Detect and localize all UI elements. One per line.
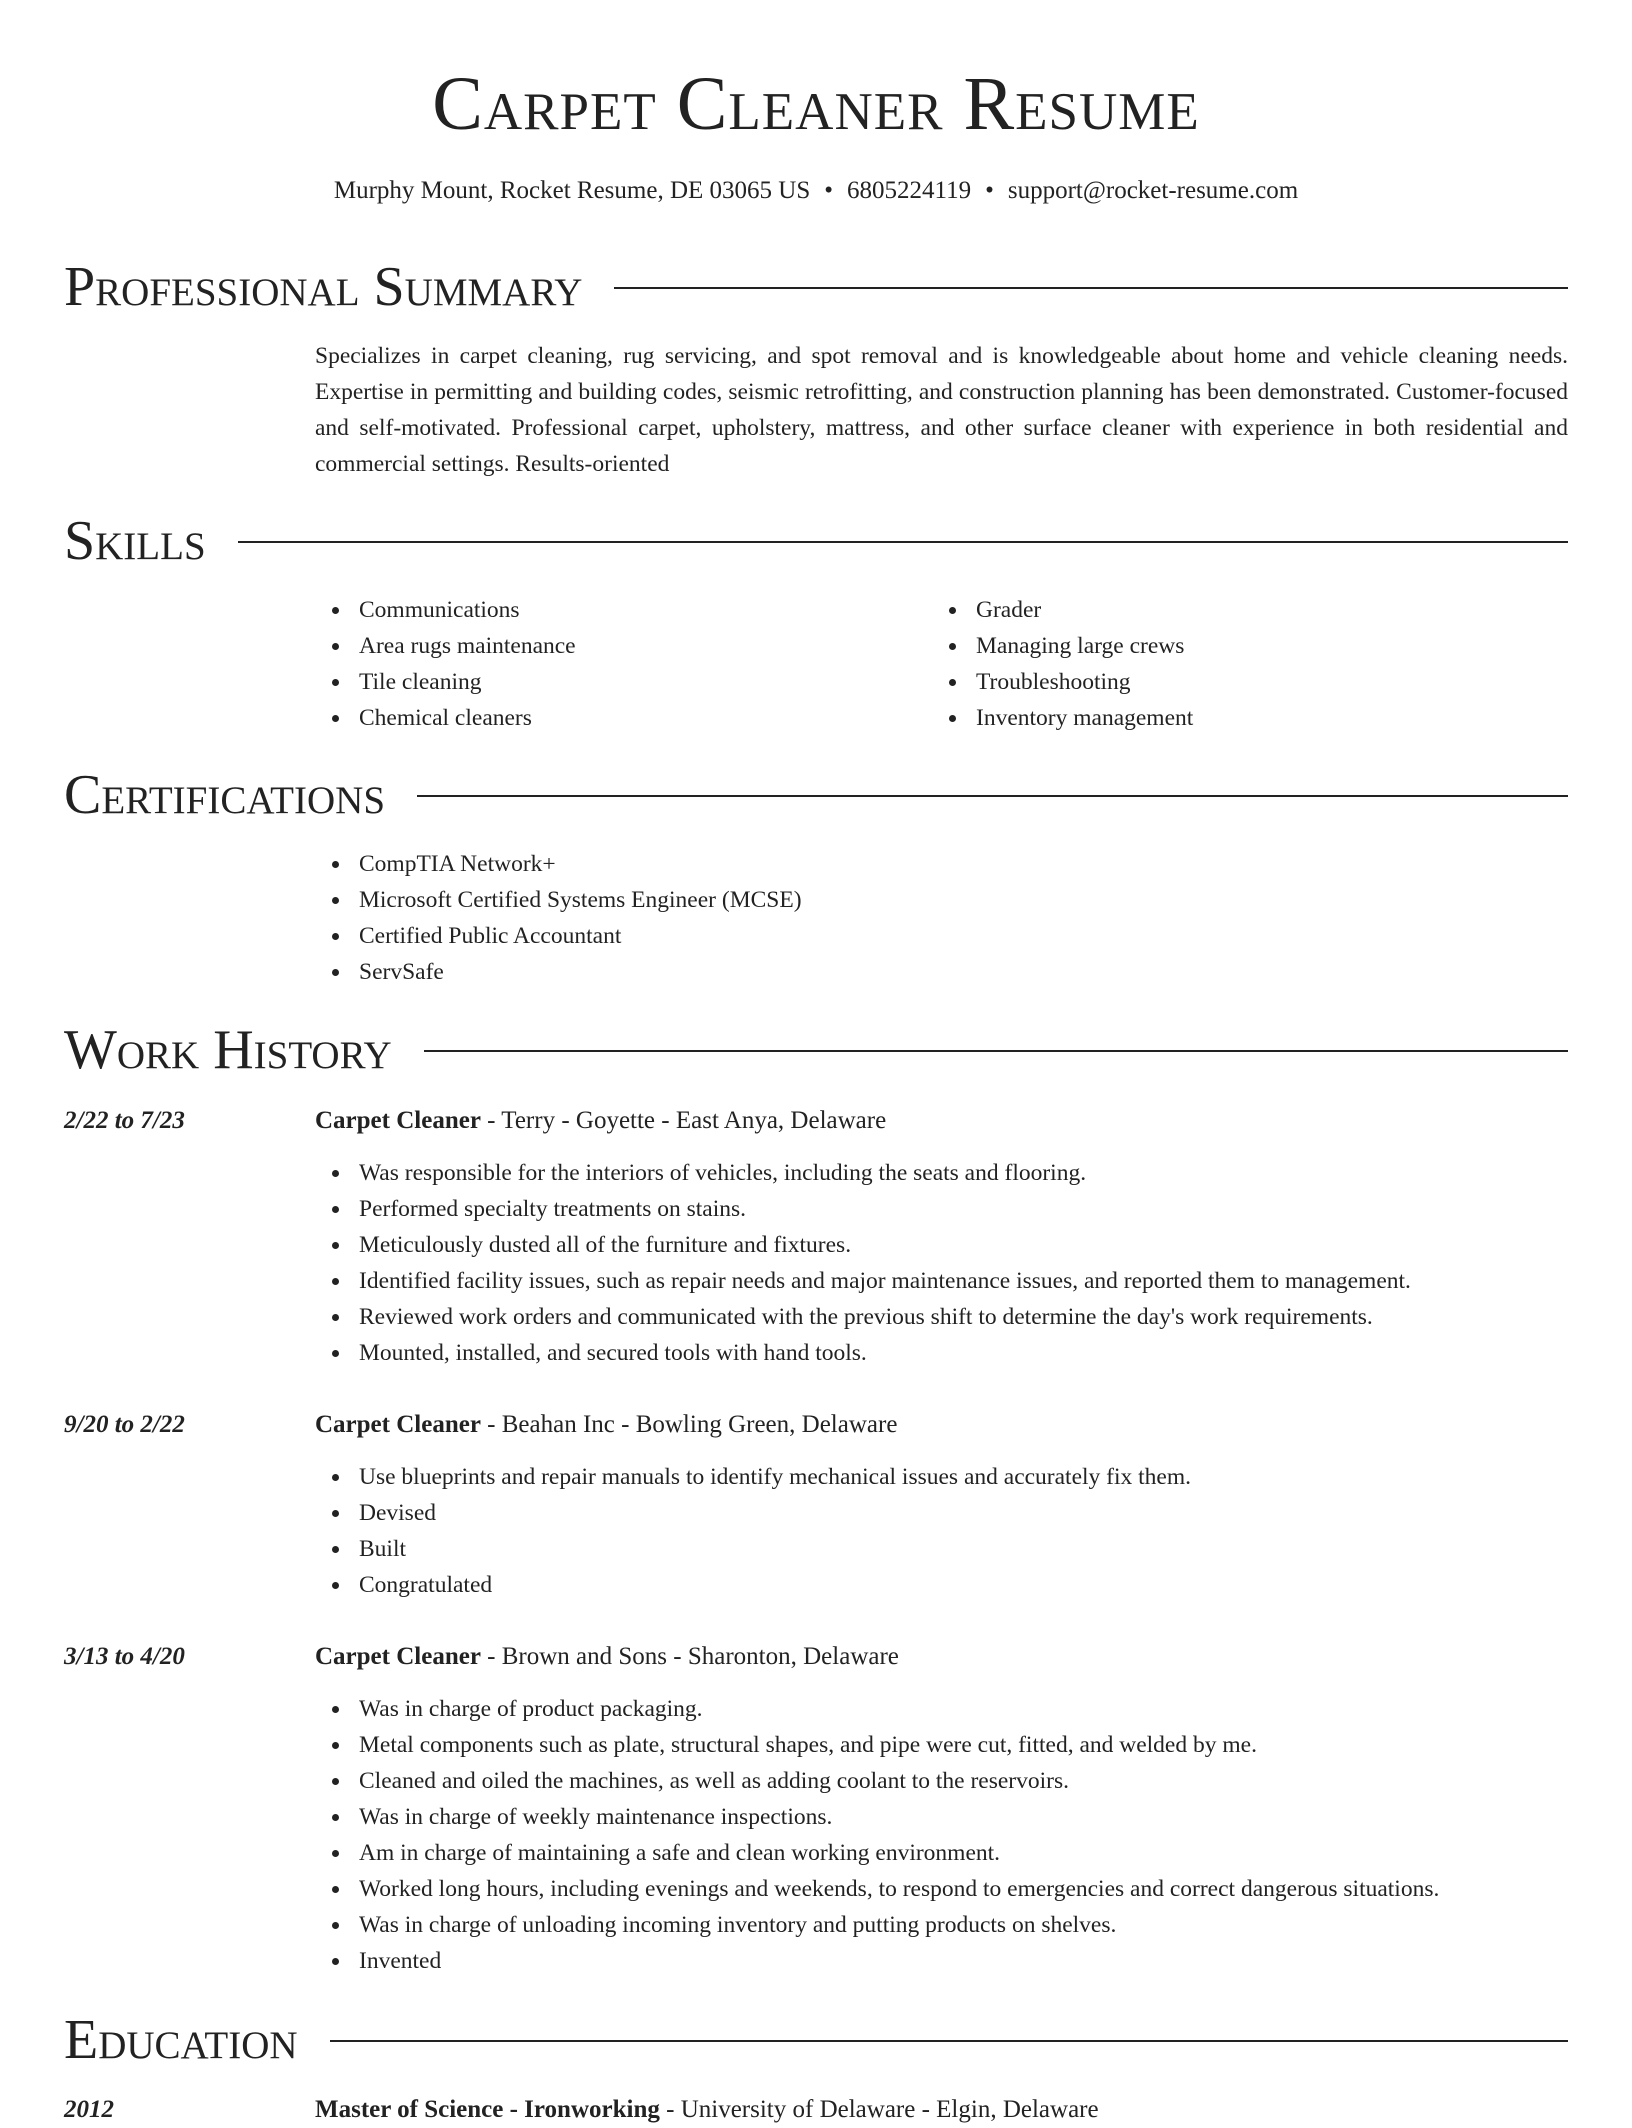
job-duty-item: Was in charge of product packaging. [315,1691,1568,1727]
job-employer: - Terry - Goyette - East Anya, Delaware [480,1107,887,1134]
job-duty-item: Cleaned and oiled the machines, as well as adding coolant to the reservoirs. [315,1763,1568,1799]
section-header-summary [64,252,1568,322]
skill-item: Tile cleaning [315,664,915,700]
job-dates: 2/22 to 7/23 [64,1107,185,1134]
section-title-education: Education [64,2009,298,2071]
job-duty-item: Mounted, installed, and secured tools with hand tools. [315,1335,1568,1371]
job-duty-item: Performed specialty treatments on stains. [315,1191,1568,1227]
section-divider [238,541,1568,543]
section-header-work [64,1015,1568,1085]
job-duty-item: Am in charge of maintaining a safe and clean working environment. [315,1835,1568,1871]
section-divider [614,287,1568,289]
job-duty-item: Was in charge of weekly maintenance inspections. [315,1799,1568,1835]
job-duty-item: Reviewed work orders and communicated with the previous shift to determine the day's work requirements. [315,1299,1568,1335]
job-dates: 9/20 to 2/22 [64,1411,185,1438]
certification-item: CompTIA Network+ [315,846,1568,882]
skill-item: Grader [932,592,1532,628]
skill-item: Inventory management [932,700,1532,736]
job-duty-item: Metal components such as plate, structural shapes, and pipe were cut, fitted, and welded by me. [315,1727,1568,1763]
job-duties [315,1691,1568,1979]
job-duties [315,1459,1568,1603]
contact-phone: 6805224119 [847,177,972,204]
section-divider [330,2040,1568,2042]
skills-column-right [932,592,1532,736]
section-divider [424,1050,1568,1052]
section-divider [417,795,1568,797]
job-employer: - Brown and Sons - Sharonton, Delaware [480,1643,899,1670]
job-heading [315,1639,1568,1675]
job-dates: 3/13 to 4/20 [64,1643,185,1670]
skill-item: Troubleshooting [932,664,1532,700]
contact-separator: • [824,177,833,204]
certification-item: Certified Public Accountant [315,918,1568,954]
job-duty-item: Built [315,1531,1568,1567]
section-title-work: Work History [64,1019,392,1081]
job-employer: - Beahan Inc - Bowling Green, Delaware [480,1411,898,1438]
job-heading [315,1407,1568,1443]
certifications-list [315,846,1568,990]
contact-line [64,174,1568,208]
section-header-certifications [64,760,1568,830]
job-duty-item: Invented [315,1943,1568,1979]
skill-item: Communications [315,592,915,628]
resume-title: Carpet Cleaner Resume [432,62,1200,146]
job-role: Carpet Cleaner [315,1107,481,1134]
job-duty-item: Devised [315,1495,1568,1531]
education-heading [315,2092,1568,2128]
skills-list [315,592,1568,740]
job-duty-item: Was responsible for the interiors of vehicles, including the seats and flooring. [315,1155,1568,1191]
section-header-skills [64,506,1568,576]
job-duty-item: Use blueprints and repair manuals to identify mechanical issues and accurately fix them. [315,1459,1568,1495]
education-degree: Master of Science - Ironworking [315,2096,660,2123]
skills-column-left [315,592,915,736]
certification-item: Microsoft Certified Systems Engineer (MCSE) [315,882,1568,918]
skill-item: Managing large crews [932,628,1532,664]
education-year: 2012 [64,2096,114,2123]
skill-item: Chemical cleaners [315,700,915,736]
section-title-certifications: Certifications [64,764,386,826]
section-title-skills: Skills [64,510,206,572]
job-duty-item: Worked long hours, including evenings and weekends, to respond to emergencies and correct dangerous situations. [315,1871,1568,1907]
summary-text: Specializes in carpet cleaning, rug servicing, and spot removal and is knowledgeable about home and vehicle cleaning needs. Expertise in permitting and building codes, seismic retrofitting, and construction planning has been demonstrated. Customer-focused and self-motivated. Professional carpet, upholstery, mattress, and other surface cleaner with experience in both residential and commercial settings. Results-oriented [315,343,1568,477]
education-school: - University of Delaware - Elgin, Delaware [659,2096,1099,2123]
contact-separator: • [985,177,994,204]
job-role: Carpet Cleaner [315,1643,481,1670]
certification-item: ServSafe [315,954,1568,990]
job-duty-item: Meticulously dusted all of the furniture and fixtures. [315,1227,1568,1263]
job-heading [315,1103,1568,1139]
contact-address: Murphy Mount, Rocket Resume, DE 03065 US [333,177,811,204]
job-duty-item: Congratulated [315,1567,1568,1603]
section-header-education [64,2005,1568,2075]
section-title-summary: Professional Summary [64,256,583,318]
job-duty-item: Identified facility issues, such as repair needs and major maintenance issues, and reported them to management. [315,1263,1568,1299]
job-role: Carpet Cleaner [315,1411,481,1438]
skill-item: Area rugs maintenance [315,628,915,664]
job-duties [315,1155,1568,1371]
contact-email: support@rocket-resume.com [1007,177,1299,204]
job-duty-item: Was in charge of unloading incoming inventory and putting products on shelves. [315,1907,1568,1943]
